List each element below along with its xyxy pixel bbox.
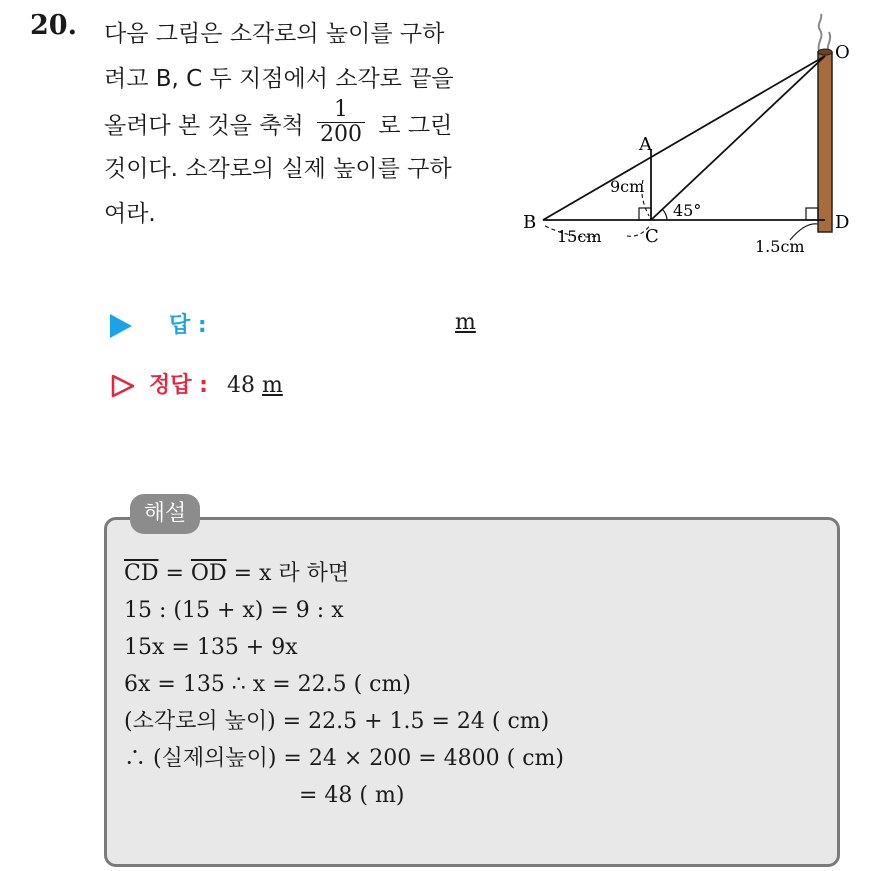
question-line-3-before: 올려다 본 것을 축척 (104, 113, 304, 139)
segment-cd: $\overline{CD}$ (124, 561, 159, 586)
correct-label: 정답 : (149, 373, 208, 398)
solution-line-3: 15x = 135 + 9x (124, 635, 298, 660)
equals-sign: = (158, 561, 191, 586)
solution-line-1 (124, 555, 564, 592)
point-b-label: B (523, 212, 537, 233)
answer-unit: m (455, 310, 476, 335)
geometry-figure (515, 12, 855, 262)
ac-length-label: 9cm (610, 177, 645, 196)
question-line-3-after: 로 그린 (378, 113, 453, 139)
question-text (104, 12, 504, 237)
point-d-label: D (835, 212, 850, 233)
point-o-label: O (835, 42, 850, 63)
point-c-label: C (645, 226, 659, 247)
solution-line-7: = 48 ( m) (299, 783, 405, 808)
fraction-numerator: 1 (317, 98, 365, 123)
question-number: 20. (30, 10, 77, 41)
question-line-1: 다음 그림은 소각로의 높이를 구하 (104, 21, 445, 47)
correct-answer-row (110, 368, 283, 399)
solution-line-4: 6x = 135 ∴ x = 22.5 ( cm) (124, 672, 411, 697)
solution-line-6: ∴ (실제의높이) = 24 × 200 = 4800 ( cm) (124, 746, 564, 771)
cd-gap-label: 1.5cm (755, 237, 805, 256)
question-line-5: 여라. (104, 201, 156, 227)
solution-tab: 해설 (130, 494, 200, 534)
correct-value: 48 (226, 373, 255, 398)
answer-row (110, 308, 476, 339)
solution-line-1-rest: = x 라 하면 (226, 561, 350, 586)
question-line-3 (104, 97, 504, 147)
question-line-2: 려고 B, C 두 지점에서 소각로 끝을 (104, 66, 454, 92)
point-a-label: A (639, 134, 652, 155)
angle-label: 45° (673, 201, 702, 220)
outline-arrow-icon (110, 373, 136, 399)
segment-od: $\overline{OD}$ (190, 561, 227, 586)
play-arrow-icon (110, 314, 132, 338)
smoke-icon (819, 14, 822, 52)
answer-label: 답 : (169, 313, 207, 338)
chimney (818, 52, 832, 232)
bc-length-label: 15cm (557, 227, 602, 246)
question-line-4: 것이다. 소각로의 실제 높이를 구하 (104, 156, 452, 182)
solution-line-5: (소각로의 높이) = 22.5 + 1.5 = 24 ( cm) (124, 709, 550, 734)
correct-unit: m (261, 373, 283, 398)
solution-lines (124, 555, 564, 814)
solution-line-2: 15 : (15 + x) = 9 : x (124, 598, 344, 623)
scale-fraction (317, 98, 365, 147)
fraction-denominator: 200 (320, 122, 362, 147)
